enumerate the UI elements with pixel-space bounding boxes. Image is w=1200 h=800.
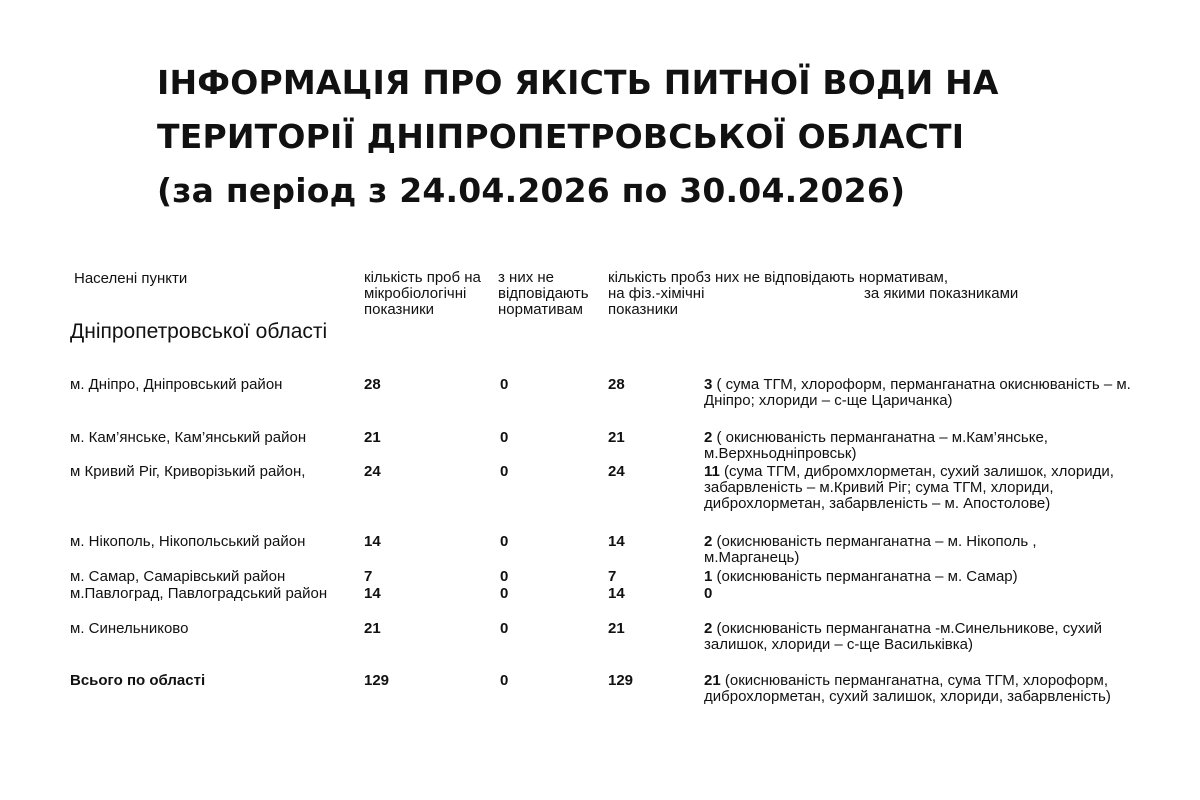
row-place: м Кривий Ріг, Криворізький район, bbox=[70, 463, 306, 480]
row-phys-noncompliant-details: ( окиснюваність перманганатна – м.Кам’янське, м.Верхньодніпровськ) bbox=[704, 429, 1048, 462]
row-phys-noncompliant bbox=[704, 464, 1134, 512]
row-place: м. Синельниково bbox=[70, 620, 189, 637]
row-phys-samples: 14 bbox=[608, 533, 625, 550]
row-micro-noncompliant: 0 bbox=[500, 585, 509, 602]
page-title bbox=[157, 56, 1117, 218]
row-phys-noncompliant-details: (окиснюваність перманганатна – м. Нікополь , м.Марганець) bbox=[704, 533, 1037, 566]
row-micro-noncompliant: 0 bbox=[500, 463, 509, 480]
row-phys-noncompliant-details: (окиснюваність перманганатна – м. Самар) bbox=[712, 568, 1018, 585]
header-phys-noncompliant-line2: за якими показниками bbox=[864, 285, 1019, 302]
row-phys-samples: 21 bbox=[608, 620, 625, 637]
row-micro-samples: 14 bbox=[364, 533, 381, 550]
row-place: м. Кам’янське, Кам’янський район bbox=[70, 429, 307, 446]
row-micro-samples: 14 bbox=[364, 585, 381, 602]
row-micro-noncompliant: 0 bbox=[500, 672, 509, 689]
header-micro-samples: кількість проб на мікробіологічні показники bbox=[364, 269, 481, 318]
row-phys-noncompliant-count: 2 bbox=[704, 620, 713, 637]
row-phys-noncompliant-details: (сума ТГМ, дибромхлорметан, сухий залишок, хлориди, забарвленість – м.Кривий Ріг; сума ТГМ, хлориди, диброхлорметан, забарвленість – м. Апостолове) bbox=[704, 463, 1114, 512]
row-phys-samples: 129 bbox=[608, 672, 634, 689]
row-phys-noncompliant bbox=[704, 430, 1134, 462]
header-region: Дніпропетровської області bbox=[70, 320, 328, 343]
row-place: м. Нікополь, Нікопольський район bbox=[70, 533, 306, 550]
row-phys-noncompliant-details: ( сума ТГМ, хлороформ, перманганатна окиснюваність – м. Дніпро; хлориди – с-ще Царичанка) bbox=[704, 376, 1131, 409]
header-phys-samples: кількість проб на фіз.-хімічні показники bbox=[608, 269, 705, 318]
row-phys-noncompliant-count: 3 bbox=[704, 376, 713, 393]
header-phys-noncompliant-line1: з них не відповідають нормативам, bbox=[704, 269, 949, 286]
row-phys-noncompliant-count: 11 bbox=[704, 463, 720, 480]
row-place: м.Павлоград, Павлоградський район bbox=[70, 585, 328, 602]
row-phys-noncompliant-count: 21 bbox=[704, 672, 721, 689]
row-micro-noncompliant: 0 bbox=[500, 568, 509, 585]
row-micro-samples: 21 bbox=[364, 429, 381, 446]
header-micro-noncompliant: з них не відповідають нормативам bbox=[498, 269, 589, 318]
row-micro-noncompliant: 0 bbox=[500, 620, 509, 637]
title-line-1: ІНФОРМАЦІЯ ПРО ЯКІСТЬ ПИТНОЇ ВОДИ НА bbox=[157, 63, 999, 102]
row-phys-noncompliant-count: 2 bbox=[704, 429, 713, 446]
row-phys-noncompliant-count: 0 bbox=[704, 585, 713, 602]
water-quality-table bbox=[70, 270, 1170, 740]
row-place: м. Дніпро, Дніпровський район bbox=[70, 376, 283, 393]
row-phys-noncompliant-details: (окиснюваність перманганатна -м.Синельникове, сухий залишок, хлориди – с-ще Васильківка) bbox=[704, 620, 1102, 653]
row-micro-samples: 129 bbox=[364, 672, 390, 689]
row-phys-samples: 14 bbox=[608, 585, 625, 602]
row-micro-samples: 28 bbox=[364, 376, 381, 393]
row-phys-noncompliant bbox=[704, 586, 1134, 602]
row-place: м. Самар, Самарівський район bbox=[70, 568, 286, 585]
title-line-2: ТЕРИТОРІЇ ДНІПРОПЕТРОВСЬКОЇ ОБЛАСТІ bbox=[157, 117, 965, 156]
row-micro-noncompliant: 0 bbox=[500, 533, 509, 550]
row-micro-samples: 7 bbox=[364, 568, 373, 585]
row-phys-noncompliant-count: 1 bbox=[704, 568, 713, 585]
row-phys-noncompliant bbox=[704, 534, 1134, 566]
row-phys-noncompliant bbox=[704, 377, 1134, 409]
row-phys-samples: 24 bbox=[608, 463, 625, 480]
row-phys-noncompliant bbox=[704, 673, 1134, 705]
row-micro-noncompliant: 0 bbox=[500, 376, 509, 393]
title-line-3: (за період з 24.04.2026 по 30.04.2026) bbox=[157, 171, 906, 210]
row-phys-noncompliant bbox=[704, 569, 1134, 585]
row-phys-noncompliant-count: 2 bbox=[704, 533, 713, 550]
header-phys-noncompliant bbox=[704, 270, 1084, 302]
row-micro-samples: 24 bbox=[364, 463, 381, 480]
row-micro-noncompliant: 0 bbox=[500, 429, 509, 446]
row-phys-samples: 21 bbox=[608, 429, 625, 446]
row-micro-samples: 21 bbox=[364, 620, 381, 637]
row-phys-noncompliant-details: (окиснюваність перманганатна, сума ТГМ, хлороформ, диброхлорметан, сухий залишок, хлориди, забарвленість) bbox=[704, 672, 1111, 705]
row-place: Всього по області bbox=[70, 672, 206, 689]
row-phys-noncompliant bbox=[704, 621, 1134, 653]
header-places: Населені пункти bbox=[74, 270, 188, 287]
row-phys-samples: 28 bbox=[608, 376, 625, 393]
row-phys-samples: 7 bbox=[608, 568, 617, 585]
